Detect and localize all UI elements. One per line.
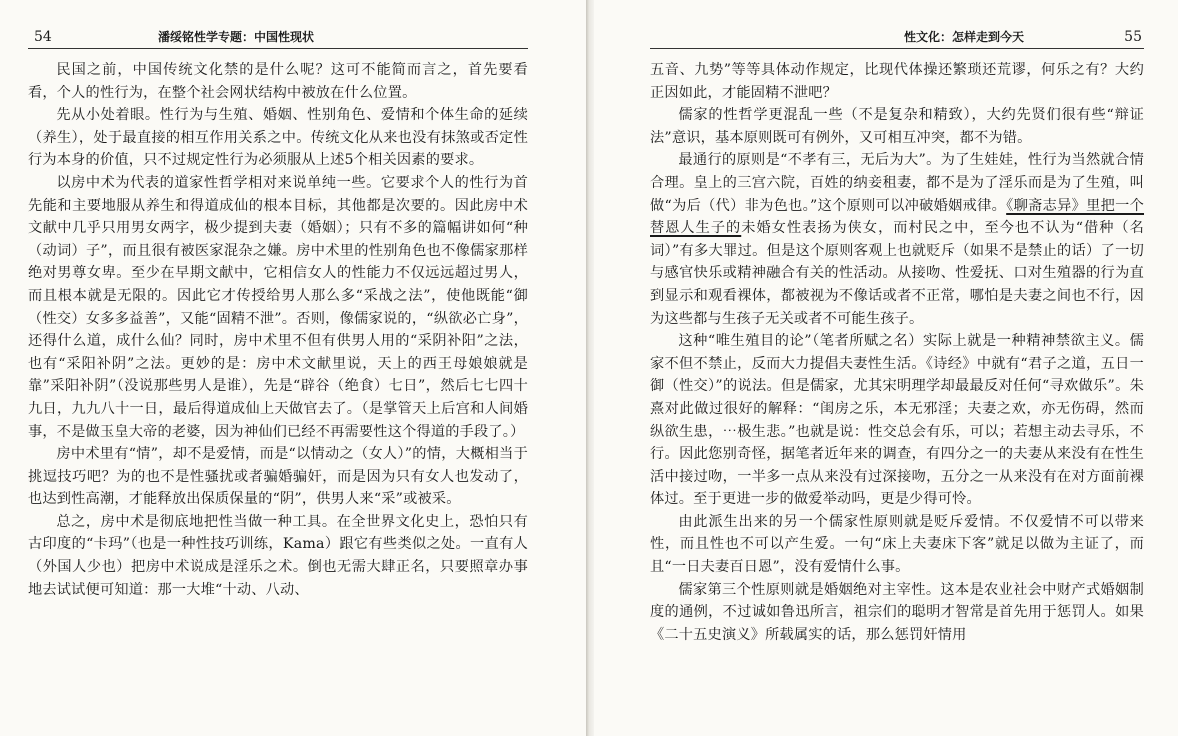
left-page-header <box>28 26 528 49</box>
right-paragraph-2 <box>650 149 1144 330</box>
book-gutter <box>586 0 594 736</box>
left-paragraph-1: 民国之前，中国传统文化禁的是什么呢？这可不能简而言之，首先要看看，个人的性行为，在整个社会网状结构中被放在什么位置。 <box>28 62 528 101</box>
right-page-header <box>650 26 1144 49</box>
right-running-title: 性文化：怎样走到今天 <box>903 30 1024 44</box>
right-paragraph-3: 这种“唯生殖目的论”（笔者所赋之名）实际上就是一种精神禁欲主义。儒家不但不禁止，反而大力提倡夫妻性生活。《诗经》中就有“君子之道，五日一御（性交）”的说法。但是儒家，尤其宋明理学却最最反对任何“寻欢做乐”。朱熹对此做过很好的解释：“闺房之乐，本无邪淫；夫妻之欢，亦无伤碍，然而纵欲生患，⋯极生悲。”也就是说：性交总会有乐，可以；若想主动去寻乐，不行。因此您别奇怪，据笔者近年来的调查，有四分之一的夫妻从来没有在性生活中接过吻，一半多一点从来没有过深接吻，五分之一从来没有在对方面前裸体过。至于更进一步的做爱举动吗，更是少得可怜。 <box>650 333 1144 508</box>
left-paragraph-5: 总之，房中术是彻底地把性当做一种工具。在全世界文化史上，恐怕只有古印度的“卡玛”（也是一种性技巧训练，Kama）跟它有些类似之处。一直有人（外国人少也）把房中术说成是淫乐之术。倒也无需大肆正名，只要照章办事地去试试便可知道：那一大堆“十动、八动、 <box>28 513 528 598</box>
right-paragraph-2-post: 未婚女性表扬为侠女，而村民之中，至今也不认为“借种（名词）”有多大罪过。但是这个原则客观上也就贬斥（如果不是禁止的话）了一切与感官快乐或精神融合有关的性活动。从接吻、性爱抚、口对生殖器的行为直到显示和观看裸体，都被视为不像话或者不正常，哪怕是夫妻之间也不行，因为这些都与生孩子无关或者不可能生孩子。 <box>650 220 1145 327</box>
right-paragraph-4: 由此派生出来的另一个儒家性原则就是贬斥爱情。不仅爱情不可以带来性，而且性也不可以产生爱。一句“床上夫妻床下客”就足以做为主证了，而且“一日夫妻百日恩”，没有爱情什么事。 <box>650 513 1144 576</box>
left-paragraph-4: 房中术里有“情”，却不是爱情，而是“以情动之（女人）”的情，大概相当于挑逗技巧吧？为的也不是性骚扰或者骗婚骗奸，而是因为只有女人也发动了，也达到性高潮，才能释放出保质保量的“阴”，供男人来“采”或被采。 <box>28 446 528 508</box>
right-paragraph-1: 儒家的性哲学更混乱一些（不是复杂和精致），大约先贤们很有些“辩证法”意识，基本原则既可有例外，又可相互冲突，都不为错。 <box>650 107 1144 146</box>
left-page-number: 54 <box>34 29 52 45</box>
left-paragraph-2: 先从小处着眼。性行为与生殖、婚姻、性别角色、爱情和个体生命的延续（养生），处于最直接的相互作用关系之中。传统文化从来也没有抹煞或否定性行为本身的价值，只不过规定性行为必须服从上述5个相关因素的要求。 <box>28 107 528 169</box>
underlined-passage: 《聊斋志异》里把一个替恩人生子的 <box>650 197 1145 237</box>
right-page-number: 55 <box>1124 29 1142 45</box>
right-paragraph-2-pre: 最通行的原则是“不孝有三，无后为大”。为了生娃娃，性行为当然就合情合理。皇上的三宫六院，百姓的纳妾租妻，都不是为了淫乐而是为了生殖，叫做“为后（代）非为色也。”这个原则可以冲破婚姻戒律。 <box>650 152 1144 214</box>
right-continued-text: 五音、九势”等等具体动作规定，比现代体操还繁琐还荒谬，何乐之有？大约正因如此，才能固精不泄吧？ <box>650 62 1144 101</box>
left-running-title: 潘绥铭性学专题：中国性现状 <box>158 30 315 44</box>
right-page <box>594 0 1178 736</box>
left-paragraph-3: 以房中术为代表的道家性哲学相对来说单纯一些。它要求个人的性行为首先能和主要地服从养生和得道成仙的根本目标，其他都是次要的。因此房中术文献中几乎只用男女两字，极少提到夫妻（婚姻）；只有不多的篇幅讲如何“种（动词）子”，而且很有被医家混杂之嫌。房中术里的性别角色也不像儒家那样绝对男尊女卑。至少在早期文献中，它相信女人的性能力不仅远远超过男人，而且根本就是无限的。因此它才传授给男人那么多“采战之法”，使他既能“御（性交）女多多益善”，又能“固精不泄”。否则，像儒家说的，“纵欲必亡身”，还得什么道，成什么仙？同时，房中术里不但有供男人用的“采阴补阳”之法，也有“采阳补阴”之法。更妙的是：房中术文献里说，天上的西王母娘娘就是靠”采阳补阴”（没说那些男人是谁），先是“辟谷（绝食）七日”，然后七七四十九日，九九八十一日，最后得道成仙上天做官去了。（是掌管天上后宫和人间婚事，不是做玉皇大帝的老婆，因为神仙们已经不再需要性这个得道的手段了。） <box>28 174 528 440</box>
left-page <box>0 0 586 736</box>
right-paragraph-5: 儒家第三个性原则就是婚姻绝对主宰性。这本是农业社会中财产式婚姻制度的通例，不过诚如鲁迅所言，祖宗们的聪明才智常是首先用于惩罚人。如果《二十五史演义》所载属实的话，那么惩罚奸情用 <box>650 581 1144 643</box>
